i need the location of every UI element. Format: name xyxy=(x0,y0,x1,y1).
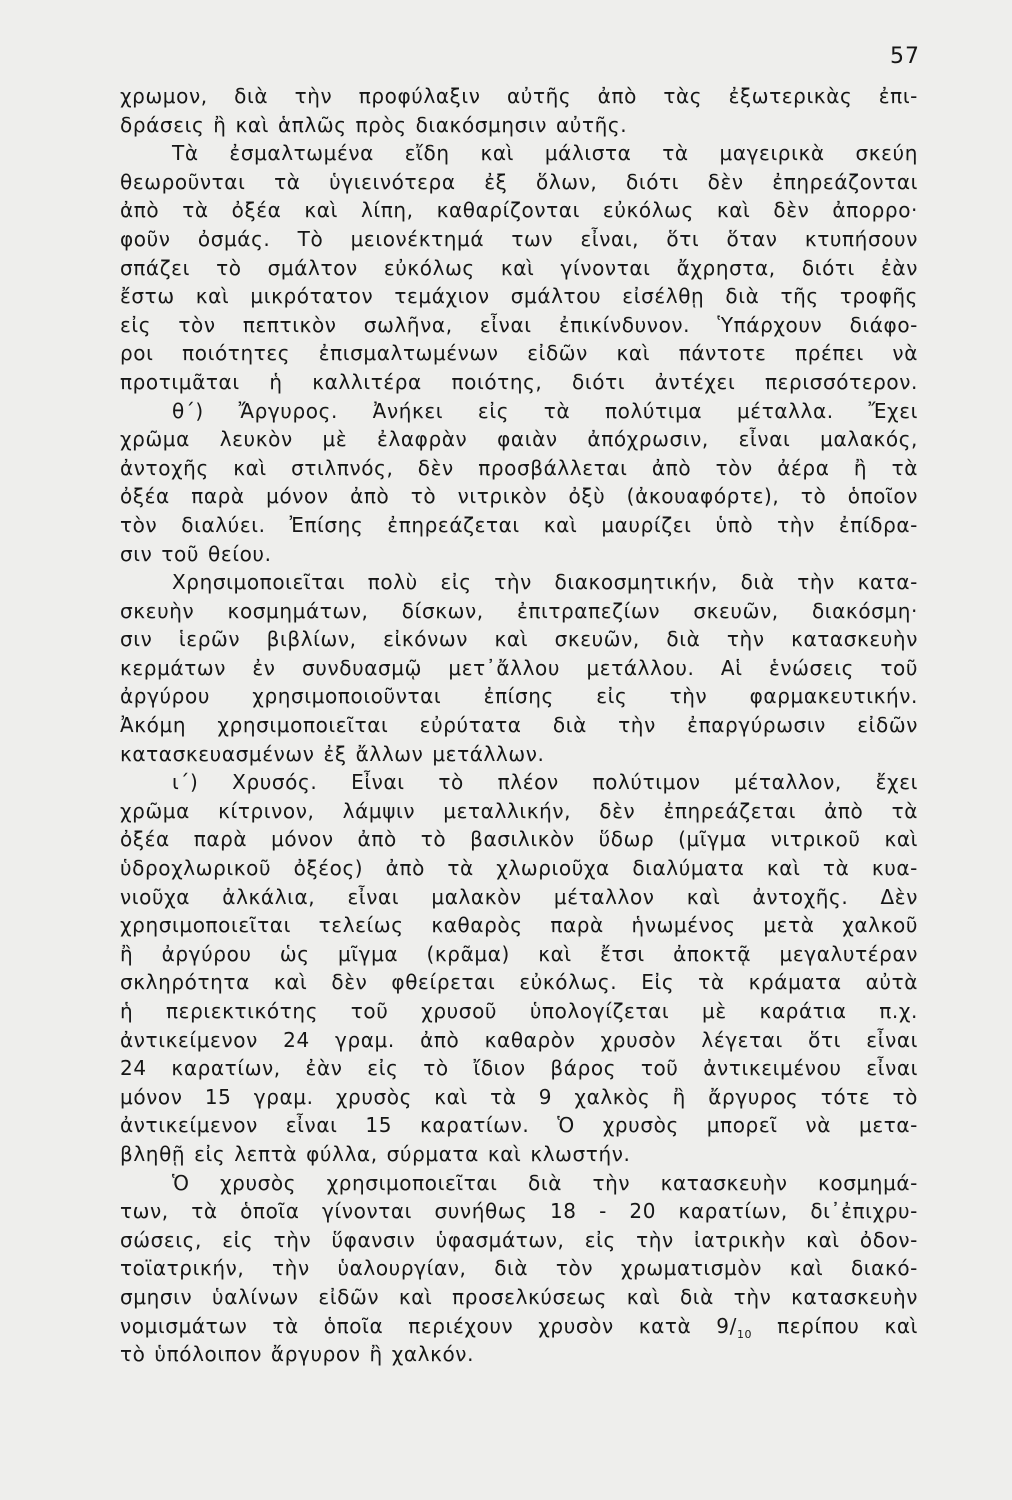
text-line: θεωροῦνται τὰ ὑγιεινότερα ἐξ ὅλων, διότι δὲν ἐπηρεάζονται xyxy=(120,169,918,194)
text-line: ἀντικείμενον εἶναι 15 καρατίων. Ὁ χρυσὸς μπορεῖ νὰ μετα- xyxy=(120,1113,918,1138)
text-line: δράσεις ἢ καὶ ἁπλῶς πρὸς διακόσμησιν αὐτῆς. xyxy=(120,112,628,137)
text-line: ὀξέα παρὰ μόνον ἀπὸ τὸ νιτρικὸν ὀξὺ (ἀκουαφόρτε), τὸ ὁποῖον xyxy=(120,484,918,509)
text-line: ἀπὸ τὰ ὀξέα καὶ λίπη, καθαρίζονται εὐκόλως καὶ δὲν ἀπορρο· xyxy=(120,198,918,223)
text-line: ἔστω καὶ μικρότατον τεμάχιον σμάλτου εἰσέλθῃ διὰ τῆς τροφῆς xyxy=(120,284,918,309)
text-line: ι΄) Χρυσός. Εἶναι τὸ πλέον πολύτιμον μέταλλον, ἔχει xyxy=(172,770,918,795)
text-line: ὀξέα παρὰ μόνον ἀπὸ τὸ βασιλικὸν ὕδωρ (μῖγμα νιτρικοῦ καὶ xyxy=(120,827,918,852)
text-line: Ὁ χρυσὸς χρησιμοποιεῖται διὰ τὴν κατασκευὴν κοσμημά- xyxy=(172,1170,918,1195)
text-line-fraction xyxy=(120,1312,918,1341)
text-line: κατασκευασμένων ἐξ ἄλλων μετάλλων. xyxy=(120,741,545,766)
text-line: σκευὴν κοσμημάτων, δίσκων, ἐπιτραπεζίων σκευῶν, διακόσμη· xyxy=(120,598,918,623)
body-text xyxy=(120,82,918,1369)
text-line: τὸν διαλύει. Ἐπίσης ἐπηρεάζεται καὶ μαυρίζει ὑπὸ τὴν ἐπίδρα- xyxy=(120,512,918,537)
text-line-last: τὸ ὑπόλοιπον ἄργυρον ἢ χαλκόν. xyxy=(120,1342,475,1367)
text-line: ροι ποιότητες ἐπισμαλτωμένων εἰδῶν καὶ πάντοτε πρέπει νὰ xyxy=(120,341,918,366)
fraction-denominator: 10 xyxy=(736,1327,753,1341)
text-line: ὑδροχλωρικοῦ ὀξέος) ἀπὸ τὰ χλωριοῦχα διαλύματα καὶ τὰ κυα- xyxy=(120,856,918,881)
text-line: σιν ἱερῶν βιβλίων, εἰκόνων καὶ σκευῶν, διὰ τὴν κατασκευὴν xyxy=(120,627,918,652)
text-line: χρῶμα λευκὸν μὲ ἐλαφρὰν φαιὰν ἀπόχρωσιν, εἶναι μαλακός, xyxy=(120,427,918,452)
fraction-line-before: νομισμάτων τὰ ὁποῖα περιέχουν χρυσὸν κατὰ xyxy=(120,1313,717,1338)
text-line: ἀντοχῆς καὶ στιλπνός, δὲν προσβάλλεται ἀπὸ τὸν ἀέρα ἢ τὰ xyxy=(120,455,918,480)
fraction-line-after: περίπου καὶ xyxy=(752,1313,918,1338)
fraction-numerator: 9 xyxy=(716,1313,730,1338)
page-number: 57 xyxy=(890,44,920,69)
text-line: θ΄) Ἄργυρος. Ἀνήκει εἰς τὰ πολύτιμα μέταλλα. Ἔχει xyxy=(172,398,918,423)
text-line: χρῶμα κίτρινον, λάμψιν μεταλλικήν, δὲν ἐπηρεάζεται ἀπὸ τὰ xyxy=(120,798,918,823)
text-line: προτιμᾶται ἡ καλλιτέρα ποιότης, διότι ἀντέχει περισσότερον. xyxy=(120,369,918,394)
text-line: ἀντικείμενον 24 γραμ. ἀπὸ καθαρὸν χρυσὸν λέγεται ὅτι εἶναι xyxy=(120,1027,918,1052)
text-line: Ἀκόμη χρησιμοποιεῖται εὐρύτατα διὰ τὴν ἐπαργύρωσιν εἰδῶν xyxy=(120,713,918,738)
text-line: ἀργύρου χρησιμοποιοῦνται ἐπίσης εἰς τὴν φαρμακευτικήν. xyxy=(120,684,918,709)
text-line: Χρησιμοποιεῖται πολὺ εἰς τὴν διακοσμητικήν, διὰ τὴν κατα- xyxy=(172,570,918,595)
text-line: κερμάτων ἐν συνδυασμῷ μετ᾽ἄλλου μετάλλου. Αἱ ἑνώσεις τοῦ xyxy=(120,655,918,680)
text-line: σμησιν ὑαλίνων εἰδῶν καὶ προσελκύσεως καὶ διὰ τὴν κατασκευὴν xyxy=(120,1284,918,1309)
text-line: εἰς τὸν πεπτικὸν σωλῆνα, εἶναι ἐπικίνδυνον. Ὑπάρχουν διάφο- xyxy=(120,312,918,337)
text-line: σκληρότητα καὶ δὲν φθείρεται εὐκόλως. Εἰς τὰ κράματα αὐτὰ xyxy=(120,970,918,995)
text-line: χρωμον, διὰ τὴν προφύλαξιν αὐτῆς ἀπὸ τὰς ἐξωτερικὰς ἐπι- xyxy=(120,84,918,108)
text-line: σώσεις, εἰς τὴν ὕφανσιν ὑφασμάτων, εἰς τὴν ἰατρικὴν καὶ ὀδον- xyxy=(120,1227,918,1252)
text-line: τοϊατρικήν, τὴν ὑαλουργίαν, διὰ τὸν χρωματισμὸν καὶ διακό- xyxy=(120,1256,918,1281)
text-line: σιν τοῦ θείου. xyxy=(120,541,272,566)
text-line: μόνον 15 γραμ. χρυσὸς καὶ τὰ 9 χαλκὸς ἢ ἄργυρος τότε τὸ xyxy=(120,1084,918,1109)
text-line: βληθῇ εἰς λεπτὰ φύλλα, σύρματα καὶ κλωστήν. xyxy=(120,1141,631,1166)
text-line: των, τὰ ὁποῖα γίνονται συνήθως 18 - 20 καρατίων, δι᾽ἐπιχρυ- xyxy=(120,1199,918,1224)
fraction-slash: / xyxy=(729,1313,737,1338)
text-line: 24 καρατίων, ἐὰν εἰς τὸ ἴδιον βάρος τοῦ ἀντικειμένου εἶναι xyxy=(120,1056,918,1081)
text-line: σπάζει τὸ σμάλτον εὐκόλως καὶ γίνονται ἄχρηστα, διότι ἐὰν xyxy=(120,255,918,280)
text-line: νιοῦχα ἀλκάλια, εἶναι μαλακὸν μέταλλον καὶ ἀντοχῆς. Δὲν xyxy=(120,884,918,909)
text-line: φοῦν ὀσμάς. Τὸ μειονέκτημά των εἶναι, ὅτι ὅταν κτυπήσουν xyxy=(120,226,918,251)
text-line: ἡ περιεκτικότης τοῦ χρυσοῦ ὑπολογίζεται μὲ καράτια π.χ. xyxy=(120,999,918,1023)
text-line: ἢ ἀργύρου ὡς μῖγμα (κρᾶμα) καὶ ἔτσι ἀποκτᾷ μεγαλυτέραν xyxy=(120,941,918,966)
text-line: Τὰ ἐσμαλτωμένα εἴδη καὶ μάλιστα τὰ μαγειρικὰ σκεύη xyxy=(172,141,918,166)
fraction xyxy=(716,1313,753,1341)
text-line: χρησιμοποιεῖται τελείως καθαρὸς παρὰ ἡνωμένος μετὰ χαλκοῦ xyxy=(120,913,918,938)
